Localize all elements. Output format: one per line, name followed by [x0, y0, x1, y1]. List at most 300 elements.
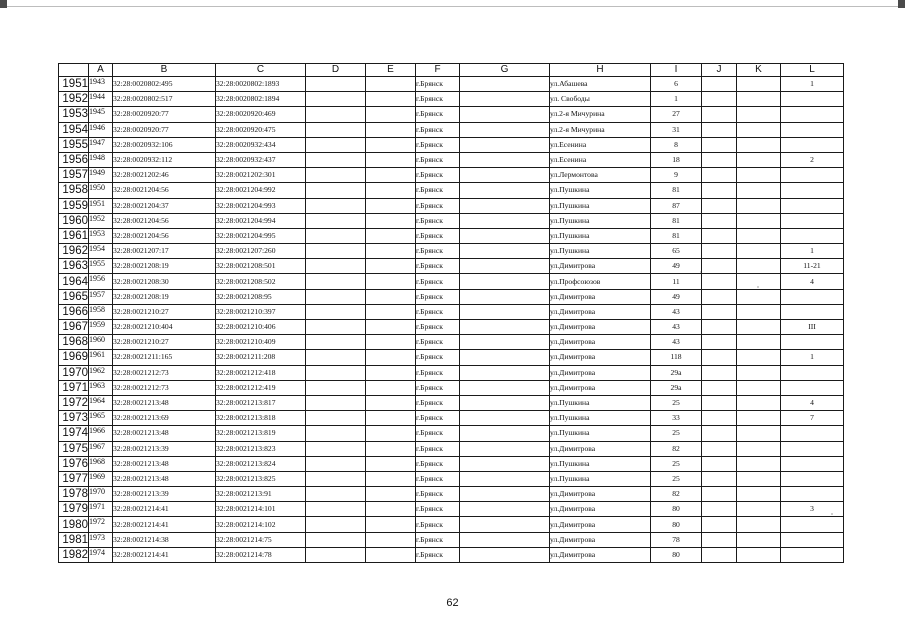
cell-l[interactable] — [781, 183, 844, 198]
cell-f[interactable]: г.Брянск — [416, 350, 460, 365]
cell-l[interactable] — [781, 213, 844, 228]
cell-h[interactable]: ул.Димитрова — [550, 380, 651, 395]
cell-g[interactable] — [460, 304, 550, 319]
cell-a[interactable]: 1973 — [89, 532, 113, 547]
cell-d[interactable] — [306, 411, 366, 426]
cell-k[interactable] — [737, 395, 781, 410]
cell-b[interactable]: 32:28:0021213:48 — [113, 471, 216, 486]
row-number-cell[interactable]: 1976 — [59, 456, 89, 471]
cell-g[interactable] — [460, 365, 550, 380]
cell-k[interactable] — [737, 213, 781, 228]
cell-e[interactable] — [366, 213, 416, 228]
cell-a[interactable]: 1957 — [89, 289, 113, 304]
cell-e[interactable] — [366, 198, 416, 213]
cell-b[interactable]: 32:28:0020920:77 — [113, 122, 216, 137]
cell-a[interactable]: 1969 — [89, 471, 113, 486]
cell-b[interactable]: 32:28:0021210:27 — [113, 304, 216, 319]
cell-j[interactable] — [702, 471, 737, 486]
cell-l[interactable] — [781, 304, 844, 319]
cell-l[interactable]: 1 — [781, 350, 844, 365]
cell-f[interactable]: г.Брянск — [416, 137, 460, 152]
row-number-cell[interactable]: 1977 — [59, 471, 89, 486]
cell-g[interactable] — [460, 532, 550, 547]
cell-i[interactable]: 118 — [651, 350, 702, 365]
cell-d[interactable] — [306, 426, 366, 441]
row-number-cell[interactable]: 1954 — [59, 122, 89, 137]
cell-e[interactable] — [366, 471, 416, 486]
cell-l[interactable] — [781, 517, 844, 532]
cell-f[interactable]: г.Брянск — [416, 92, 460, 107]
cell-k[interactable] — [737, 471, 781, 486]
cell-f[interactable]: г.Брянск — [416, 365, 460, 380]
cell-i[interactable]: 1 — [651, 92, 702, 107]
cell-h[interactable]: ул.2-я Мичурина — [550, 122, 651, 137]
cell-a[interactable]: 1953 — [89, 228, 113, 243]
cell-g[interactable] — [460, 122, 550, 137]
cell-c[interactable]: 32:28:0021204:992 — [216, 183, 306, 198]
cell-l[interactable] — [781, 426, 844, 441]
cell-f[interactable]: г.Брянск — [416, 107, 460, 122]
row-number-cell[interactable]: 1953 — [59, 107, 89, 122]
row-number-cell[interactable]: 1982 — [59, 547, 89, 562]
cell-f[interactable]: г.Брянск — [416, 320, 460, 335]
cell-j[interactable] — [702, 380, 737, 395]
cell-f[interactable]: г.Брянск — [416, 304, 460, 319]
cell-c[interactable]: 32:28:0021211:208 — [216, 350, 306, 365]
cell-j[interactable] — [702, 244, 737, 259]
cell-e[interactable] — [366, 244, 416, 259]
cell-g[interactable] — [460, 395, 550, 410]
cell-d[interactable] — [306, 122, 366, 137]
cell-l[interactable] — [781, 471, 844, 486]
cell-d[interactable] — [306, 532, 366, 547]
cell-d[interactable] — [306, 259, 366, 274]
cell-g[interactable] — [460, 335, 550, 350]
cell-a[interactable]: 1959 — [89, 320, 113, 335]
cell-a[interactable]: 1948 — [89, 152, 113, 167]
cell-b[interactable]: 32:28:0021213:39 — [113, 441, 216, 456]
row-number-cell[interactable]: 1971 — [59, 380, 89, 395]
cell-j[interactable] — [702, 532, 737, 547]
column-header-c[interactable]: C — [216, 64, 306, 77]
cell-f[interactable]: г.Брянск — [416, 335, 460, 350]
cell-i[interactable]: 9 — [651, 168, 702, 183]
row-number-cell[interactable]: 1966 — [59, 304, 89, 319]
cell-h[interactable]: ул.Лермонтова — [550, 168, 651, 183]
cell-g[interactable] — [460, 441, 550, 456]
cell-h[interactable]: ул.Димитрова — [550, 547, 651, 562]
cell-a[interactable]: 1962 — [89, 365, 113, 380]
cell-c[interactable]: 32:28:0020920:475 — [216, 122, 306, 137]
cell-a[interactable]: 1954 — [89, 244, 113, 259]
cell-h[interactable]: ул.Димитрова — [550, 350, 651, 365]
cell-b[interactable]: 32:28:0021202:46 — [113, 168, 216, 183]
cell-d[interactable] — [306, 77, 366, 92]
cell-e[interactable] — [366, 547, 416, 562]
cell-b[interactable]: 32:28:0021204:37 — [113, 198, 216, 213]
cell-e[interactable] — [366, 517, 416, 532]
cell-f[interactable]: г.Брянск — [416, 380, 460, 395]
cell-h[interactable]: ул.Пушкина — [550, 395, 651, 410]
cell-a[interactable]: 1944 — [89, 92, 113, 107]
cell-a[interactable]: 1964 — [89, 395, 113, 410]
cell-a[interactable]: 1971 — [89, 502, 113, 517]
cell-j[interactable] — [702, 502, 737, 517]
cell-b[interactable]: 32:28:0021208:19 — [113, 289, 216, 304]
cell-e[interactable] — [366, 168, 416, 183]
cell-j[interactable] — [702, 122, 737, 137]
cell-i[interactable]: 29а — [651, 380, 702, 395]
cell-j[interactable] — [702, 456, 737, 471]
cell-j[interactable] — [702, 304, 737, 319]
cell-j[interactable] — [702, 517, 737, 532]
cell-c[interactable]: 32:28:0021202:301 — [216, 168, 306, 183]
cell-k[interactable] — [737, 335, 781, 350]
cell-h[interactable]: ул.Димитрова — [550, 304, 651, 319]
cell-e[interactable] — [366, 456, 416, 471]
cell-e[interactable] — [366, 441, 416, 456]
cell-j[interactable] — [702, 365, 737, 380]
cell-k[interactable] — [737, 532, 781, 547]
cell-b[interactable]: 32:28:0020932:106 — [113, 137, 216, 152]
cell-h[interactable]: ул.Димитрова — [550, 502, 651, 517]
cell-f[interactable]: г.Брянск — [416, 244, 460, 259]
cell-c[interactable]: 32:28:0021214:75 — [216, 532, 306, 547]
cell-i[interactable]: 33 — [651, 411, 702, 426]
cell-c[interactable]: 32:28:0021213:825 — [216, 471, 306, 486]
cell-c[interactable]: 32:28:0020802:1893 — [216, 77, 306, 92]
cell-e[interactable] — [366, 107, 416, 122]
cell-c[interactable]: 32:28:0021213:823 — [216, 441, 306, 456]
cell-e[interactable] — [366, 137, 416, 152]
row-number-cell[interactable]: 1961 — [59, 228, 89, 243]
cell-h[interactable]: ул.Пушкина — [550, 471, 651, 486]
cell-d[interactable] — [306, 502, 366, 517]
cell-l[interactable]: 3 — [781, 502, 844, 517]
cell-f[interactable]: г.Брянск — [416, 517, 460, 532]
cell-c[interactable]: 32:28:0021212:418 — [216, 365, 306, 380]
cell-d[interactable] — [306, 471, 366, 486]
cell-g[interactable] — [460, 456, 550, 471]
cell-g[interactable] — [460, 168, 550, 183]
cell-g[interactable] — [460, 107, 550, 122]
cell-i[interactable]: 49 — [651, 259, 702, 274]
cell-d[interactable] — [306, 274, 366, 289]
cell-d[interactable] — [306, 320, 366, 335]
cell-i[interactable]: 43 — [651, 335, 702, 350]
row-number-cell[interactable]: 1962 — [59, 244, 89, 259]
cell-e[interactable] — [366, 350, 416, 365]
cell-e[interactable] — [366, 228, 416, 243]
cell-j[interactable] — [702, 411, 737, 426]
cell-k[interactable] — [737, 365, 781, 380]
cell-l[interactable] — [781, 547, 844, 562]
cell-d[interactable] — [306, 198, 366, 213]
row-number-cell[interactable]: 1970 — [59, 365, 89, 380]
cell-i[interactable]: 82 — [651, 441, 702, 456]
cell-h[interactable]: ул.Пушкина — [550, 244, 651, 259]
cell-h[interactable]: ул.Пушкина — [550, 456, 651, 471]
cell-e[interactable] — [366, 77, 416, 92]
cell-c[interactable]: 32:28:0021212:419 — [216, 380, 306, 395]
cell-k[interactable] — [737, 198, 781, 213]
cell-g[interactable] — [460, 137, 550, 152]
cell-d[interactable] — [306, 92, 366, 107]
cell-g[interactable] — [460, 411, 550, 426]
cell-k[interactable] — [737, 107, 781, 122]
column-header-b[interactable]: B — [113, 64, 216, 77]
cell-j[interactable] — [702, 487, 737, 502]
cell-d[interactable] — [306, 289, 366, 304]
cell-a[interactable]: 1947 — [89, 137, 113, 152]
cell-c[interactable]: 32:28:0021214:101 — [216, 502, 306, 517]
cell-f[interactable]: г.Брянск — [416, 456, 460, 471]
cell-f[interactable]: г.Брянск — [416, 441, 460, 456]
cell-d[interactable] — [306, 487, 366, 502]
cell-l[interactable] — [781, 168, 844, 183]
cell-j[interactable] — [702, 228, 737, 243]
cell-k[interactable] — [737, 92, 781, 107]
cell-a[interactable]: 1955 — [89, 259, 113, 274]
cell-b[interactable]: 32:28:0020802:495 — [113, 77, 216, 92]
cell-c[interactable]: 32:28:0021214:102 — [216, 517, 306, 532]
cell-l[interactable] — [781, 365, 844, 380]
cell-d[interactable] — [306, 244, 366, 259]
cell-f[interactable]: г.Брянск — [416, 289, 460, 304]
cell-i[interactable]: 49 — [651, 289, 702, 304]
cell-c[interactable]: 32:28:0021210:406 — [216, 320, 306, 335]
cell-c[interactable]: 32:28:0021208:95 — [216, 289, 306, 304]
cell-h[interactable]: ул.Пушкина — [550, 411, 651, 426]
row-number-cell[interactable]: 1951 — [59, 77, 89, 92]
cell-k[interactable] — [737, 183, 781, 198]
cell-c[interactable]: 32:28:0021208:502 — [216, 274, 306, 289]
cell-l[interactable] — [781, 198, 844, 213]
cell-h[interactable]: ул.Абашева — [550, 77, 651, 92]
cell-d[interactable] — [306, 517, 366, 532]
row-number-cell[interactable]: 1955 — [59, 137, 89, 152]
cell-g[interactable] — [460, 426, 550, 441]
cell-a[interactable]: 1960 — [89, 335, 113, 350]
column-header-g[interactable]: G — [460, 64, 550, 77]
cell-k[interactable] — [737, 547, 781, 562]
cell-h[interactable]: ул.Профсоюзов — [550, 274, 651, 289]
cell-a[interactable]: 1949 — [89, 168, 113, 183]
cell-k[interactable] — [737, 411, 781, 426]
cell-i[interactable]: 78 — [651, 532, 702, 547]
cell-a[interactable]: 1967 — [89, 441, 113, 456]
row-number-cell[interactable]: 1972 — [59, 395, 89, 410]
cell-i[interactable]: 43 — [651, 304, 702, 319]
cell-i[interactable]: 81 — [651, 183, 702, 198]
cell-k[interactable] — [737, 152, 781, 167]
cell-f[interactable]: г.Брянск — [416, 213, 460, 228]
cell-a[interactable]: 1974 — [89, 547, 113, 562]
cell-f[interactable]: г.Брянск — [416, 228, 460, 243]
cell-g[interactable] — [460, 198, 550, 213]
cell-b[interactable]: 32:28:0021214:41 — [113, 547, 216, 562]
cell-f[interactable]: г.Брянск — [416, 259, 460, 274]
cell-l[interactable]: 4 — [781, 274, 844, 289]
row-number-cell[interactable]: 1978 — [59, 487, 89, 502]
cell-a[interactable]: 1958 — [89, 304, 113, 319]
cell-c[interactable]: 32:28:0020932:437 — [216, 152, 306, 167]
cell-d[interactable] — [306, 228, 366, 243]
cell-b[interactable]: 32:28:0021210:404 — [113, 320, 216, 335]
cell-j[interactable] — [702, 77, 737, 92]
column-header-d[interactable]: D — [306, 64, 366, 77]
cell-l[interactable] — [781, 137, 844, 152]
row-number-cell[interactable]: 1967 — [59, 320, 89, 335]
cell-a[interactable]: 1946 — [89, 122, 113, 137]
cell-c[interactable]: 32:28:0021204:994 — [216, 213, 306, 228]
cell-c[interactable]: 32:28:0021210:397 — [216, 304, 306, 319]
cell-i[interactable]: 25 — [651, 471, 702, 486]
cell-l[interactable]: 1 — [781, 77, 844, 92]
cell-k[interactable] — [737, 244, 781, 259]
cell-b[interactable]: 32:28:0021214:41 — [113, 517, 216, 532]
row-number-cell[interactable]: 1963 — [59, 259, 89, 274]
cell-b[interactable]: 32:28:0021212:73 — [113, 365, 216, 380]
cell-i[interactable]: 82 — [651, 487, 702, 502]
row-number-cell[interactable]: 1979 — [59, 502, 89, 517]
row-number-cell[interactable]: 1975 — [59, 441, 89, 456]
cell-l[interactable] — [781, 441, 844, 456]
cell-g[interactable] — [460, 320, 550, 335]
cell-e[interactable] — [366, 183, 416, 198]
cell-f[interactable]: г.Брянск — [416, 471, 460, 486]
cell-c[interactable]: 32:28:0021213:818 — [216, 411, 306, 426]
cell-d[interactable] — [306, 547, 366, 562]
cell-i[interactable]: 25 — [651, 426, 702, 441]
cell-a[interactable]: 1956 — [89, 274, 113, 289]
column-header-k[interactable]: K — [737, 64, 781, 77]
cell-i[interactable]: 43 — [651, 320, 702, 335]
cell-d[interactable] — [306, 137, 366, 152]
cell-b[interactable]: 32:28:0020802:517 — [113, 92, 216, 107]
cell-e[interactable] — [366, 259, 416, 274]
cell-j[interactable] — [702, 547, 737, 562]
cell-e[interactable] — [366, 122, 416, 137]
corner-header-cell[interactable] — [59, 64, 89, 77]
cell-d[interactable] — [306, 304, 366, 319]
cell-d[interactable] — [306, 168, 366, 183]
cell-k[interactable] — [737, 502, 781, 517]
cell-i[interactable]: 65 — [651, 244, 702, 259]
cell-c[interactable]: 32:28:0020920:469 — [216, 107, 306, 122]
cell-j[interactable] — [702, 107, 737, 122]
cell-g[interactable] — [460, 502, 550, 517]
cell-i[interactable]: 11 — [651, 274, 702, 289]
cell-k[interactable] — [737, 441, 781, 456]
cell-g[interactable] — [460, 380, 550, 395]
cell-l[interactable] — [781, 487, 844, 502]
column-header-j[interactable]: J — [702, 64, 737, 77]
cell-a[interactable]: 1951 — [89, 198, 113, 213]
row-number-cell[interactable]: 1952 — [59, 92, 89, 107]
cell-c[interactable]: 32:28:0021204:995 — [216, 228, 306, 243]
row-number-cell[interactable]: 1969 — [59, 350, 89, 365]
cell-f[interactable]: г.Брянск — [416, 426, 460, 441]
cell-k[interactable] — [737, 77, 781, 92]
cell-e[interactable] — [366, 365, 416, 380]
cell-e[interactable] — [366, 532, 416, 547]
cell-j[interactable] — [702, 137, 737, 152]
cell-b[interactable]: 32:28:0021211:165 — [113, 350, 216, 365]
row-number-cell[interactable]: 1965 — [59, 289, 89, 304]
cell-g[interactable] — [460, 228, 550, 243]
cell-d[interactable] — [306, 107, 366, 122]
column-header-a[interactable]: A — [89, 64, 113, 77]
cell-h[interactable]: ул.Димитрова — [550, 365, 651, 380]
cell-c[interactable]: 32:28:0021207:260 — [216, 244, 306, 259]
cell-j[interactable] — [702, 426, 737, 441]
cell-b[interactable]: 32:28:0021208:19 — [113, 259, 216, 274]
cell-b[interactable]: 32:28:0021204:56 — [113, 213, 216, 228]
cell-d[interactable] — [306, 395, 366, 410]
cell-b[interactable]: 32:28:0021213:48 — [113, 456, 216, 471]
cell-f[interactable]: г.Брянск — [416, 183, 460, 198]
cell-k[interactable] — [737, 137, 781, 152]
cell-a[interactable]: 1950 — [89, 183, 113, 198]
cell-h[interactable]: ул.Пушкина — [550, 228, 651, 243]
cell-l[interactable]: 2 — [781, 152, 844, 167]
cell-b[interactable]: 32:28:0021213:48 — [113, 395, 216, 410]
cell-g[interactable] — [460, 547, 550, 562]
cell-k[interactable] — [737, 274, 781, 289]
cell-h[interactable]: ул.Есенина — [550, 152, 651, 167]
cell-f[interactable]: г.Брянск — [416, 487, 460, 502]
cell-f[interactable]: г.Брянск — [416, 198, 460, 213]
cell-e[interactable] — [366, 487, 416, 502]
cell-k[interactable] — [737, 456, 781, 471]
cell-g[interactable] — [460, 471, 550, 486]
cell-c[interactable]: 32:28:0021213:91 — [216, 487, 306, 502]
cell-j[interactable] — [702, 213, 737, 228]
cell-i[interactable]: 8 — [651, 137, 702, 152]
cell-a[interactable]: 1963 — [89, 380, 113, 395]
column-header-h[interactable]: H — [550, 64, 651, 77]
cell-j[interactable] — [702, 259, 737, 274]
cell-j[interactable] — [702, 395, 737, 410]
cell-i[interactable]: 81 — [651, 228, 702, 243]
cell-e[interactable] — [366, 304, 416, 319]
cell-l[interactable]: 7 — [781, 411, 844, 426]
cell-h[interactable]: ул.Димитрова — [550, 289, 651, 304]
cell-c[interactable]: 32:28:0021213:819 — [216, 426, 306, 441]
cell-h[interactable]: ул.Пушкина — [550, 426, 651, 441]
cell-g[interactable] — [460, 289, 550, 304]
cell-g[interactable] — [460, 350, 550, 365]
cell-e[interactable] — [366, 502, 416, 517]
cell-i[interactable]: 80 — [651, 502, 702, 517]
row-number-cell[interactable]: 1956 — [59, 152, 89, 167]
cell-i[interactable]: 80 — [651, 517, 702, 532]
cell-l[interactable] — [781, 92, 844, 107]
cell-e[interactable] — [366, 320, 416, 335]
cell-g[interactable] — [460, 92, 550, 107]
cell-k[interactable] — [737, 304, 781, 319]
cell-l[interactable] — [781, 380, 844, 395]
cell-e[interactable] — [366, 411, 416, 426]
cell-j[interactable] — [702, 274, 737, 289]
cell-i[interactable]: 29а — [651, 365, 702, 380]
cell-a[interactable]: 1966 — [89, 426, 113, 441]
cell-l[interactable]: 1 — [781, 244, 844, 259]
cell-k[interactable] — [737, 380, 781, 395]
cell-e[interactable] — [366, 380, 416, 395]
cell-i[interactable]: 27 — [651, 107, 702, 122]
